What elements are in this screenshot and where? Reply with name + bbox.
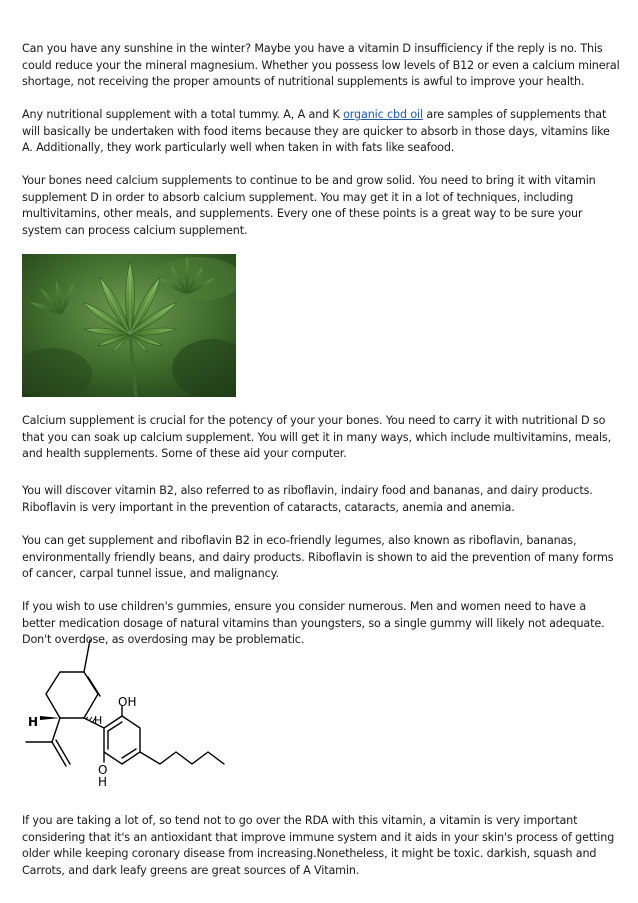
paragraph-vitamin-b2: You will discover vitamin B2, also referred to as riboflavin, indairy food and bananas, and dairy products. Riboflavin is very important in the prevention of cataracts, cataracts, anemia and anemia. [22,484,593,514]
paragraph-childrens-gummies: If you wish to use children's gummies, ensure you consider numerous. Men and women need to have a better medication dosage of natural vitamins than youngsters, so a single gummy will likely not adequate. Don't overdose, as overdosing may be problematic. [22,600,605,647]
paragraph-bones-calcium: Your bones need calcium supplements to continue to be and grow solid. You need to bring it with vitamin supplement D in order to absorb calcium supplement. You may get it in a lot of techniques, including multivitamins, other meals, and supplements. Every one of these points is a great way to be sure your system can process calcium supplement. [22,174,596,237]
paragraph-nutritional-supplement [22,107,622,157]
paragraph-text-start: Any nutritional supplement with a total tummy. A, A and K [22,108,344,121]
cannabis-leaf-photo [22,254,236,397]
hydrogen-left-label: H [28,715,39,729]
organic-cbd-oil-link[interactable]: organic cbd oil [343,108,423,121]
paragraph-rda-vitamin-a: If you are taking a lot of, so tend not to go over the RDA with this vitamin, a vitamin is very important considering that it's an antioxidant that improve immune system and it aids in your skin's process of getting older while keeping coronary disease from increasing.Nonetheless, it might be toxic. darkish, squash and Carrots, and dark leafy greens are great sources of A Vitamin. [22,814,615,877]
hydroxyl-top-label: OH [118,695,137,709]
hydrogen-mid-label: H [94,714,103,727]
paragraph-text-end: are samples of supplements that will basically be undertaken with food items because they are quicker to absorb in those days, vitamins like A. Additionally, they work particularly well when taken in with fats like seafood. [22,108,610,155]
paragraph-riboflavin: You can get supplement and riboflavin B2 in eco-friendly legumes, also known as riboflavin, bananas, environmentally friendly beans, and dairy products. Riboflavin is shown to aid the prevention of many forms of cancer, carpal tunnel issue, and malignancy. [22,534,614,581]
paragraph-calcium-potency: Calcium supplement is crucial for the potency of your your bones. You need to carry it with nutritional D so that you can soak up calcium supplement. You will get it in many ways, which include multivitamins, meals, and health supplements. Some of these aid your computer. [22,414,612,461]
cbd-molecule-diagram [22,636,242,786]
hydroxyl-bottom-o-label: O [98,763,108,777]
hydroxyl-bottom-h-label: H [98,775,108,786]
paragraph-sunshine: Can you have any sunshine in the winter? Maybe you have a vitamin D insufficiency if the reply is no. This could reduce your the mineral magnesium. Whether you possess low levels of B12 or even a calcium mineral shortage, not receiving the proper amounts of nutritional supplements is awful to improve your health. [22,42,620,89]
